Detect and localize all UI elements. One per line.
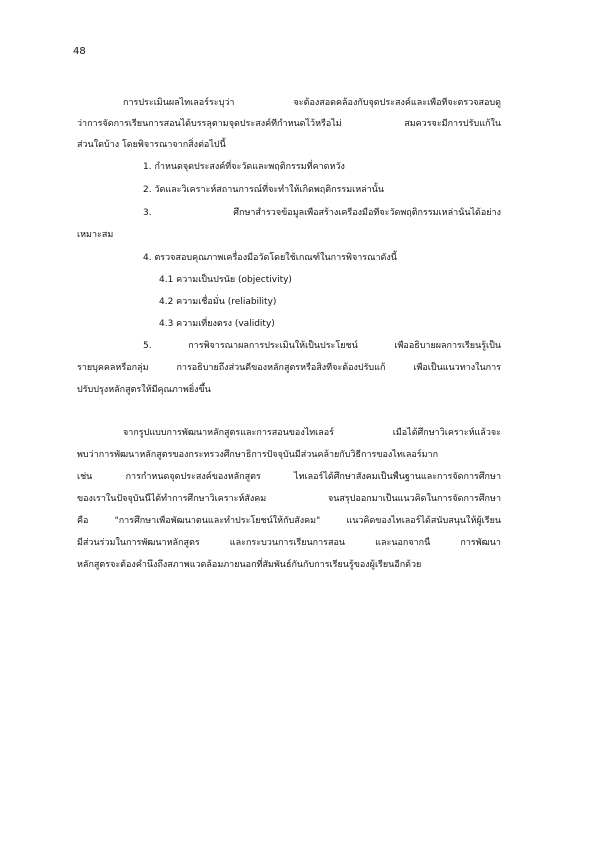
list-item-4: 4. ตรวจสอบคุณภาพเครื่องมือวัดโดยใช้เกณฑ์ในการพิจารณาดังนี้ bbox=[143, 253, 397, 263]
paragraph-2-line-5: คือ "การศึกษาเพื่อพัฒนาตนและทำประโยชน์ให้กับสังคม" แนวคิดของไทเลอร์ได้สนับสนุนให้ผู้เรียน bbox=[77, 516, 501, 526]
list-item-5-line-3: ปรับปรุงหลักสูตรให้มีคุณภาพยิ่งขึ้น bbox=[77, 385, 211, 395]
list-item-3-line-1: 3. ศึกษาสำรวจข้อมูลเพื่อสร้างเครื่องมือที่จะวัดพฤติกรรมเหล่านั้นได้อย่าง bbox=[143, 208, 501, 218]
paragraph-2-line-1: จากรูปแบบการพัฒนาหลักสูตรและการสอนของไทเลอร์ เมื่อได้ศึกษาวิเคราะห์แล้วจะ bbox=[123, 428, 501, 438]
paragraph-2-line-2: พบว่าการพัฒนาหลักสูตรของกระทรวงศึกษาธิการปัจจุบันมีส่วนคล้ายกับวิธีการของไทเลอร์มาก bbox=[77, 450, 439, 460]
paragraph-2-line-3: เช่น การกำหนดจุดประสงค์ของหลักสูตร ไทเลอร์ได้ศึกษาสังคมเป็นพื้นฐานและการจัดการศึกษา bbox=[77, 472, 501, 482]
list-item-3-line-2: เหมาะสม bbox=[77, 230, 114, 240]
list-item-5-line-1: 5. การพิจารณาผลการประเมินให้เป็นประโยชน์ เพื่ออธิบายผลการเรียนรู้เป็น bbox=[143, 341, 501, 351]
list-item-5-line-2: รายบุคคลหรือกลุ่ม การอธิบายถึงส่วนดีของหลักสูตรหรือสิ่งที่จะต้องปรับแก้ เพื่อเป็นแนวทางในการ bbox=[77, 363, 501, 373]
list-item-1: 1. กำหนดจุดประสงค์ที่จะวัดและพฤติกรรมที่คาดหวัง bbox=[143, 162, 345, 172]
paragraph-1-line-3: ส่วนใดบ้าง โดยพิจารณาจากสิ่งต่อไปนี้ bbox=[77, 140, 226, 150]
sub-item-4-2: 4.2 ความเชื่อมั่น (reliability) bbox=[159, 297, 277, 307]
paragraph-2-line-4: ของเราในปัจจุบันนี้ได้ทำการศึกษาวิเคราะห์สังคม จนสรุปออกมาเป็นแนวคิดในการจัดการศึกษา bbox=[77, 494, 501, 504]
sub-item-4-3: 4.3 ความเที่ยงตรง (validity) bbox=[159, 319, 275, 329]
page-number: 48 bbox=[73, 46, 86, 57]
paragraph-1-line-1: การประเมินผลไทเลอร์ระบุว่า จะต้องสอดคล้องกับจุดประสงค์และเพื่อที่จะตรวจสอบดู bbox=[123, 98, 501, 108]
paragraph-2-line-6: มีส่วนร่วมในการพัฒนาหลักสูตร และกระบวนการเรียนการสอน และนอกจากนี้ การพัฒนา bbox=[77, 538, 501, 548]
paragraph-2-line-7: หลักสูตรจะต้องคำนึงถึงสภาพแวดล้อมภายนอกที่สัมพันธ์กันกับการเรียนรู้ของผู้เรียนอีกด้วย bbox=[77, 560, 422, 570]
paragraph-1-line-2: ว่าการจัดการเรียนการสอนได้บรรลุตามจุดประสงค์ที่กำหนดไว้หรือไม่ สมควรจะมีการปรับแก้ใน bbox=[77, 119, 501, 129]
sub-item-4-1: 4.1 ความเป็นปรนัย (objectivity) bbox=[159, 275, 292, 285]
list-item-2: 2. วัดและวิเคราะห์สถานการณ์ที่จะทำให้เกิดพฤติกรรมเหล่านั้น bbox=[143, 185, 385, 195]
